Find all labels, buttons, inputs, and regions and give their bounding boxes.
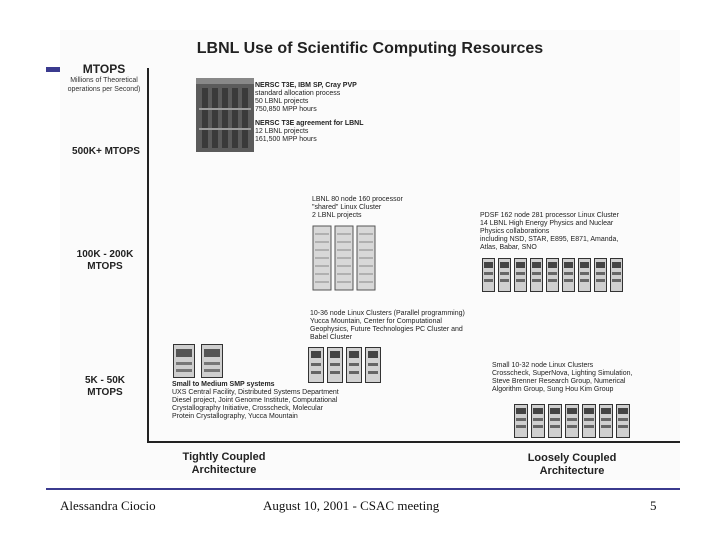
x-label-loosely-line-2: Architecture	[539, 465, 605, 477]
pdsf-rack-4	[530, 258, 543, 292]
small-rack-3	[548, 404, 562, 438]
nersc-line-6: NERSC T3E agreement for LBNL	[255, 120, 364, 127]
smp-unit-2	[201, 344, 223, 378]
tier-5k-line-1: 5K - 50K	[84, 375, 125, 386]
pdsf-annotation	[480, 212, 619, 252]
mid-clusters-line-3: Geophysics, Future Technologies PC Cluster and	[310, 326, 463, 333]
y-axis-unit-desc-2: operations per Second)	[67, 86, 141, 93]
small-rack-7	[616, 404, 630, 438]
pdsf-rack-8	[594, 258, 607, 292]
smp-systems-image	[173, 344, 223, 378]
nersc-line-2: standard allocation process	[255, 90, 341, 97]
pdsf-rack-1	[482, 258, 495, 292]
pdsf-rack-3	[514, 258, 527, 292]
x-axis-line	[147, 441, 680, 443]
pdsf-rack-9	[610, 258, 623, 292]
small-rack-5	[582, 404, 596, 438]
lbnl-cluster-line-1: LBNL 80 node 160 processor	[312, 196, 403, 203]
nersc-line-1: NERSC T3E, IBM SP, Cray PVP	[255, 82, 357, 89]
tier-5k-line-2: MTOPS	[87, 387, 123, 398]
mid-clusters-line-4: Babel Cluster	[310, 334, 353, 341]
x-label-tightly-line-2: Architecture	[191, 464, 257, 476]
tier-100k-label	[64, 249, 146, 273]
smp-line-1: Small to Medium SMP systems	[172, 381, 275, 388]
y-axis-unit-desc-1: Millions of Theoretical	[70, 77, 138, 84]
x-label-tightly-line-1: Tightly Coupled	[182, 451, 266, 463]
smp-line-3: Diesel project, Joint Genome Institute, Computational	[172, 397, 338, 404]
small-clusters-line-2: Crosscheck, SuperNova, Lighting Simulation,	[492, 370, 633, 377]
y-axis-unit-title: MTOPS	[82, 62, 126, 76]
small-rack-6	[599, 404, 613, 438]
small-rack-4	[565, 404, 579, 438]
y-axis-unit	[62, 62, 146, 94]
x-label-loosely-coupled	[512, 452, 632, 478]
nersc-line-3: 50 LBNL projects	[255, 98, 309, 105]
accent-bar	[46, 67, 60, 72]
pdsf-rack-6	[562, 258, 575, 292]
smp-line-2: UXS Central Facility, Distributed Systems Department	[172, 389, 339, 396]
pdsf-rack-7	[578, 258, 591, 292]
nersc-line-4: 750,850 MPP hours	[255, 106, 317, 113]
lbnl-cluster-line-3: 2 LBNL projects	[312, 212, 362, 219]
small-rack-1	[514, 404, 528, 438]
tier-5k-label	[64, 375, 146, 399]
nersc-annotation	[255, 82, 364, 144]
x-label-loosely-line-1: Loosely Coupled	[527, 452, 617, 464]
mid-rack-1	[308, 347, 324, 383]
small-clusters-line-3: Steve Brenner Research Group, Numerical	[492, 378, 626, 385]
pdsf-line-3: Physics collaborations	[480, 228, 550, 235]
footer-page-number: 5	[650, 498, 657, 513]
mid-clusters-line-1: 10-36 node Linux Clusters (Parallel programming)	[310, 310, 465, 317]
mid-rack-3	[346, 347, 362, 383]
small-clusters-annotation	[492, 362, 632, 394]
small-clusters-line-1: Small 10-32 node Linux Clusters	[492, 362, 594, 369]
tier-100k-line-2: MTOPS	[87, 261, 123, 272]
nersc-supercomputer-image	[196, 78, 254, 152]
mid-rack-2	[327, 347, 343, 383]
small-rack-2	[531, 404, 545, 438]
nersc-line-8: 161,500 MPP hours	[255, 136, 317, 143]
tier-100k-line-1: 100K - 200K	[76, 249, 134, 260]
y-axis-line	[147, 68, 149, 442]
x-label-tightly-coupled	[164, 451, 284, 477]
smp-line-4: Crystallography Initiative, Crosscheck, Molecular	[172, 405, 323, 412]
pdsf-rack-2	[498, 258, 511, 292]
chart-title: LBNL Use of Scientific Computing Resources	[196, 40, 544, 57]
small-clusters-rack-row	[514, 404, 630, 438]
lbnl-cluster-annotation	[312, 196, 403, 220]
pdsf-rack-5	[546, 258, 559, 292]
nersc-line-7: 12 LBNL projects	[255, 128, 309, 135]
smp-line-5: Protein Crystallography, Yucca Mountain	[172, 413, 298, 420]
mid-clusters-annotation	[310, 310, 465, 342]
pdsf-line-1: PDSF 162 node 281 processor Linux Cluster	[480, 212, 619, 219]
pdsf-line-4: including NSD, STAR, E895, E871, Amanda,	[480, 236, 619, 243]
small-clusters-line-4: Algorithm Group, Sung Hou Kim Group	[492, 386, 614, 393]
smp-annotation	[172, 381, 339, 421]
mid-clusters-line-2: Yucca Mountain, Center for Computational	[310, 318, 442, 325]
lbnl-cluster-image	[312, 224, 376, 292]
mid-rack-4	[365, 347, 381, 383]
smp-unit-1	[173, 344, 195, 378]
footer-author: Alessandra Ciocio	[60, 498, 156, 513]
mid-clusters-rack-row	[308, 347, 381, 383]
footer-divider	[46, 488, 680, 490]
pdsf-line-2: 14 LBNL High Energy Physics and Nuclear	[480, 220, 614, 227]
pdsf-rack-row	[482, 258, 623, 292]
tier-500k-label: 500K+ MTOPS	[72, 146, 140, 157]
footer-event: August 10, 2001 - CSAC meeting	[263, 498, 440, 513]
pdsf-line-5: Atlas, Babar, SNO	[480, 244, 537, 251]
lbnl-cluster-line-2: "shared" Linux Cluster	[312, 204, 382, 211]
